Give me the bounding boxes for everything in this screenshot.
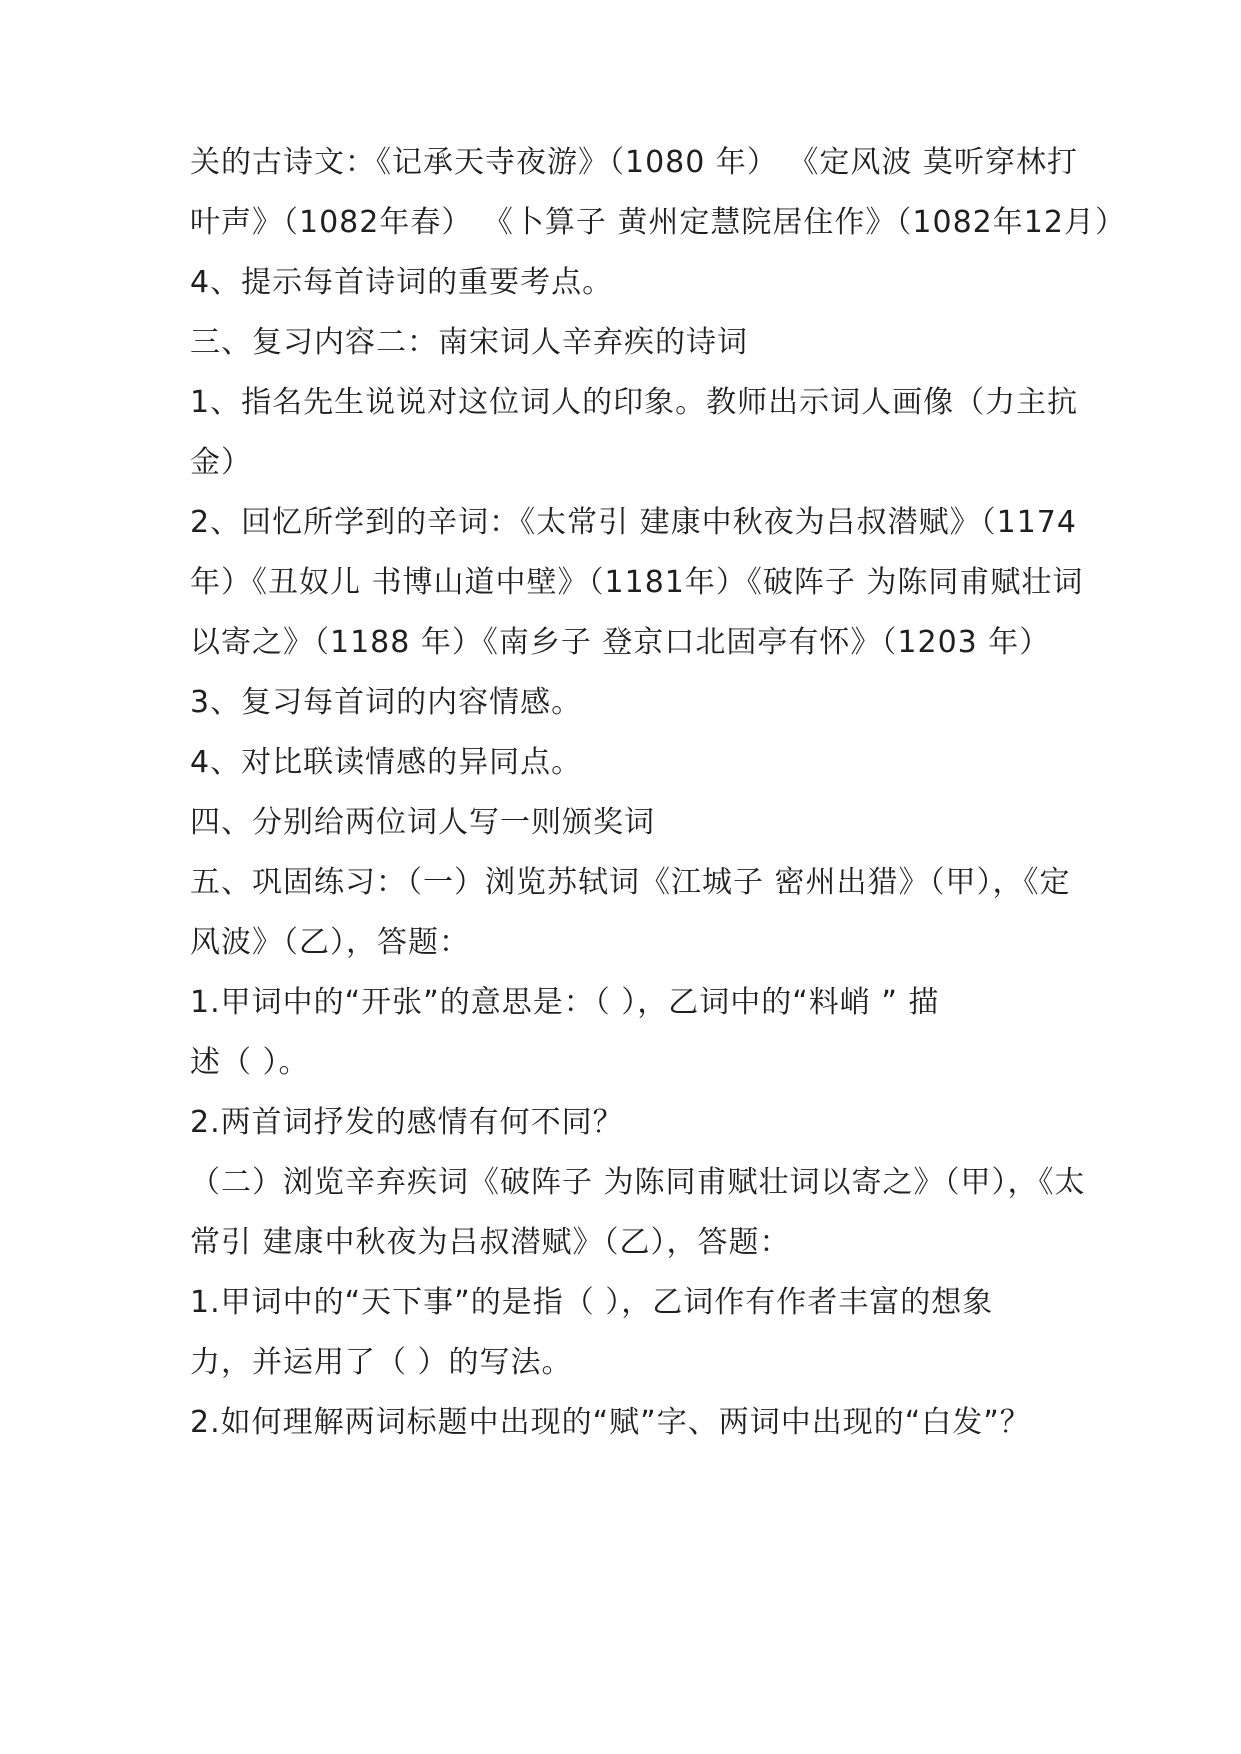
section-heading: 五、巩固练习：（一）浏览苏轼词《江城子 密州出猎》（甲），《定 bbox=[190, 865, 1071, 900]
section-heading: 四、分别给两位词人写一则颁奖词 bbox=[190, 805, 655, 840]
section-heading: 三、复习内容二：南宋词人辛弃疾的诗词 bbox=[190, 325, 748, 360]
text-line: （二）浏览辛弃疾词《破阵子 为陈同甫赋壮词以寄之》（甲），《太 bbox=[190, 1165, 1086, 1200]
text-line: 3、复习每首词的内容情感。 bbox=[190, 685, 583, 720]
text-line: 2、回忆所学到的辛词：《太常引 建康中秋夜为吕叔潜赋》（1174 bbox=[190, 505, 1077, 540]
text-line: 1、指名先生说说对这位词人的印象。教师出示词人画像（力主抗 bbox=[190, 385, 1079, 420]
text-line: 4、对比联读情感的异同点。 bbox=[190, 745, 583, 780]
question-line: 2.两首词抒发的感情有何不同？ bbox=[190, 1105, 624, 1140]
text-line: 叶声》（1082年春） 《卜算子 黄州定慧院居住作》（1082年12月） bbox=[190, 205, 1126, 240]
text-line: 风波》（乙），答题： bbox=[190, 925, 470, 960]
question-line: 2.如何理解两词标题中出现的“赋”字、两词中出现的“白发”？ bbox=[190, 1405, 1031, 1440]
text-line: 年）《丑奴儿 书博山道中壁》（1181年）《破阵子 为陈同甫赋壮词 bbox=[190, 565, 1084, 600]
text-line: 常引 建康中秋夜为吕叔潜赋》（乙），答题： bbox=[190, 1225, 791, 1260]
question-line: 1.甲词中的“天下事”的是指（ ），乙词作有作者丰富的想象 bbox=[190, 1285, 994, 1320]
text-line: 金） bbox=[190, 445, 252, 480]
text-line: 4、提示每首诗词的重要考点。 bbox=[190, 265, 614, 300]
text-line: 关的古诗文：《记承天寺夜游》（1080 年） 《定风波 莫听穿林打 bbox=[190, 145, 1078, 180]
question-line: 力，并运用了（ ）的写法。 bbox=[190, 1345, 573, 1380]
question-line: 1.甲词中的“开张”的意思是：（ ），乙词中的“料峭 ” 描 bbox=[190, 985, 940, 1020]
question-line: 述（ ）。 bbox=[190, 1045, 310, 1080]
text-line: 以寄之》（1188 年）《南乡子 登京口北固亭有怀》（1203 年） bbox=[190, 625, 1051, 660]
